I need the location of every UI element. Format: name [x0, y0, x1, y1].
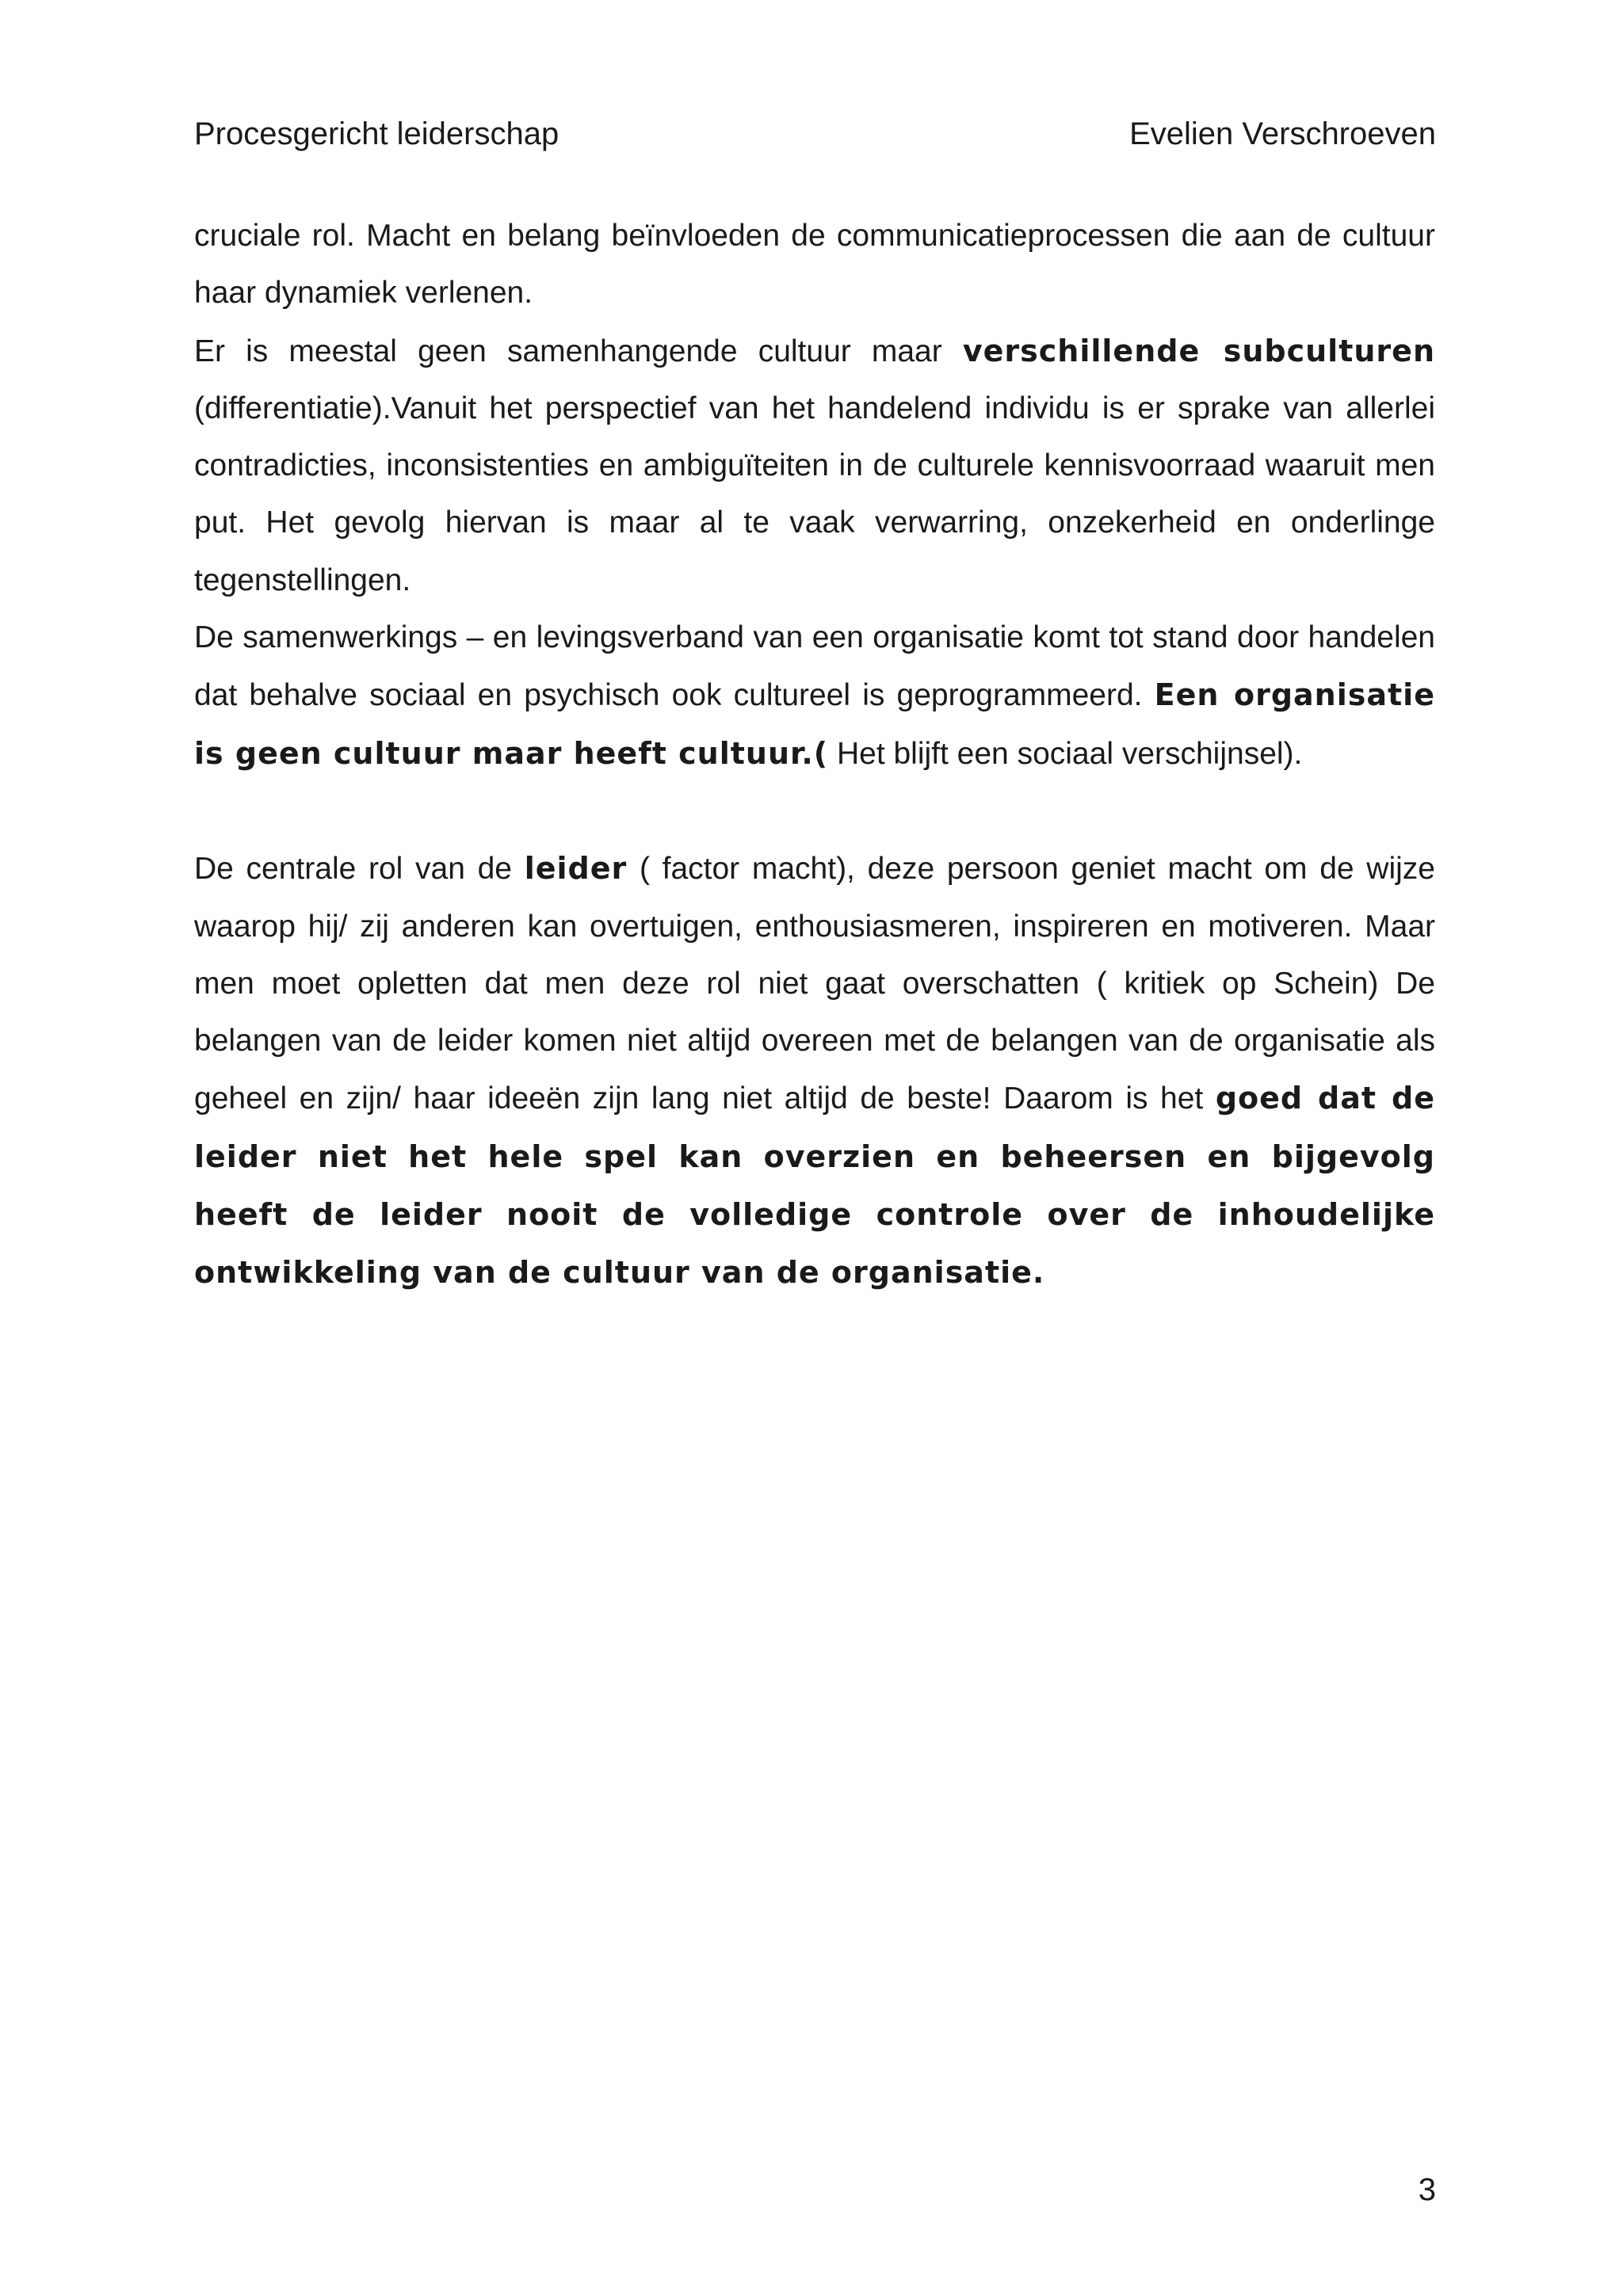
header-title: Procesgericht leiderschap — [194, 116, 559, 151]
page-number: 3 — [1418, 2172, 1436, 2207]
paragraph-1-text: cruciale rol. Macht en belang beïnvloeden de communicatieprocessen die aan de cultuur haar dynamiek verlenen. — [194, 219, 1435, 311]
paragraph-1 — [194, 208, 1435, 322]
paragraph-3-bold-1: Een organisatie is geen cultuur maar heeft cultuur.( — [194, 677, 1435, 771]
paragraph-2-text-1: Er is meestal geen samenhangende cultuur maar — [194, 334, 963, 368]
paragraph-2-text-2: (differentiatie).Vanuit het perspectief van het handelend individu is er sprake van allerlei contradicties, inconsistenties en ambiguïteiten in de culturele kennisvoorraad waaruit men put. Het gevolg hiervan is maar al te vaak verwarring, onzekerheid en onderlinge tegenstellingen. — [194, 391, 1435, 597]
body-text — [194, 208, 1435, 1302]
paragraph-2 — [194, 322, 1435, 609]
paragraph-4 — [194, 840, 1435, 1302]
header-author: Evelien Verschroeven — [1129, 116, 1436, 151]
paragraph-3-text-1: De samenwerkings – en levingsverband van een organisatie komt tot stand door handelen dat behalve sociaal en psychisch ook cultureel is geprogrammeerd. — [194, 620, 1435, 713]
paragraph-4-text-1: De centrale rol van de — [194, 852, 525, 887]
paragraph-2-bold-1: verschillende subculturen — [962, 333, 1435, 368]
paragraph-4-text-2: ( factor macht), deze persoon geniet macht om de wijze waarop hij/ zij anderen kan overtuigen, enthousiasmeren, inspireren en motiveren. Maar men moet opletten dat men deze rol niet gaat overschatten ( kritiek op Schein) De belangen van de leider komen niet altijd overeen met de belangen van de organisatie als geheel en zijn/ haar ideeën zijn lang niet altijd de beste! Daarom is het — [194, 852, 1435, 1116]
paragraph-3-text-2: Het blijft een sociaal verschijnsel). — [828, 736, 1303, 771]
page-header — [194, 113, 1436, 154]
paragraph-4-bold-1: leider — [524, 851, 628, 887]
paragraph-spacer — [194, 783, 1435, 840]
paragraph-4-bold-2: goed dat de leider niet het hele spel kan overzien en beheersen en bijgevolg heeft de leider nooit de volledige controle over de inhoudelijke ontwikkeling van de cultuur van de organisatie. — [194, 1081, 1435, 1291]
paragraph-3 — [194, 609, 1435, 783]
